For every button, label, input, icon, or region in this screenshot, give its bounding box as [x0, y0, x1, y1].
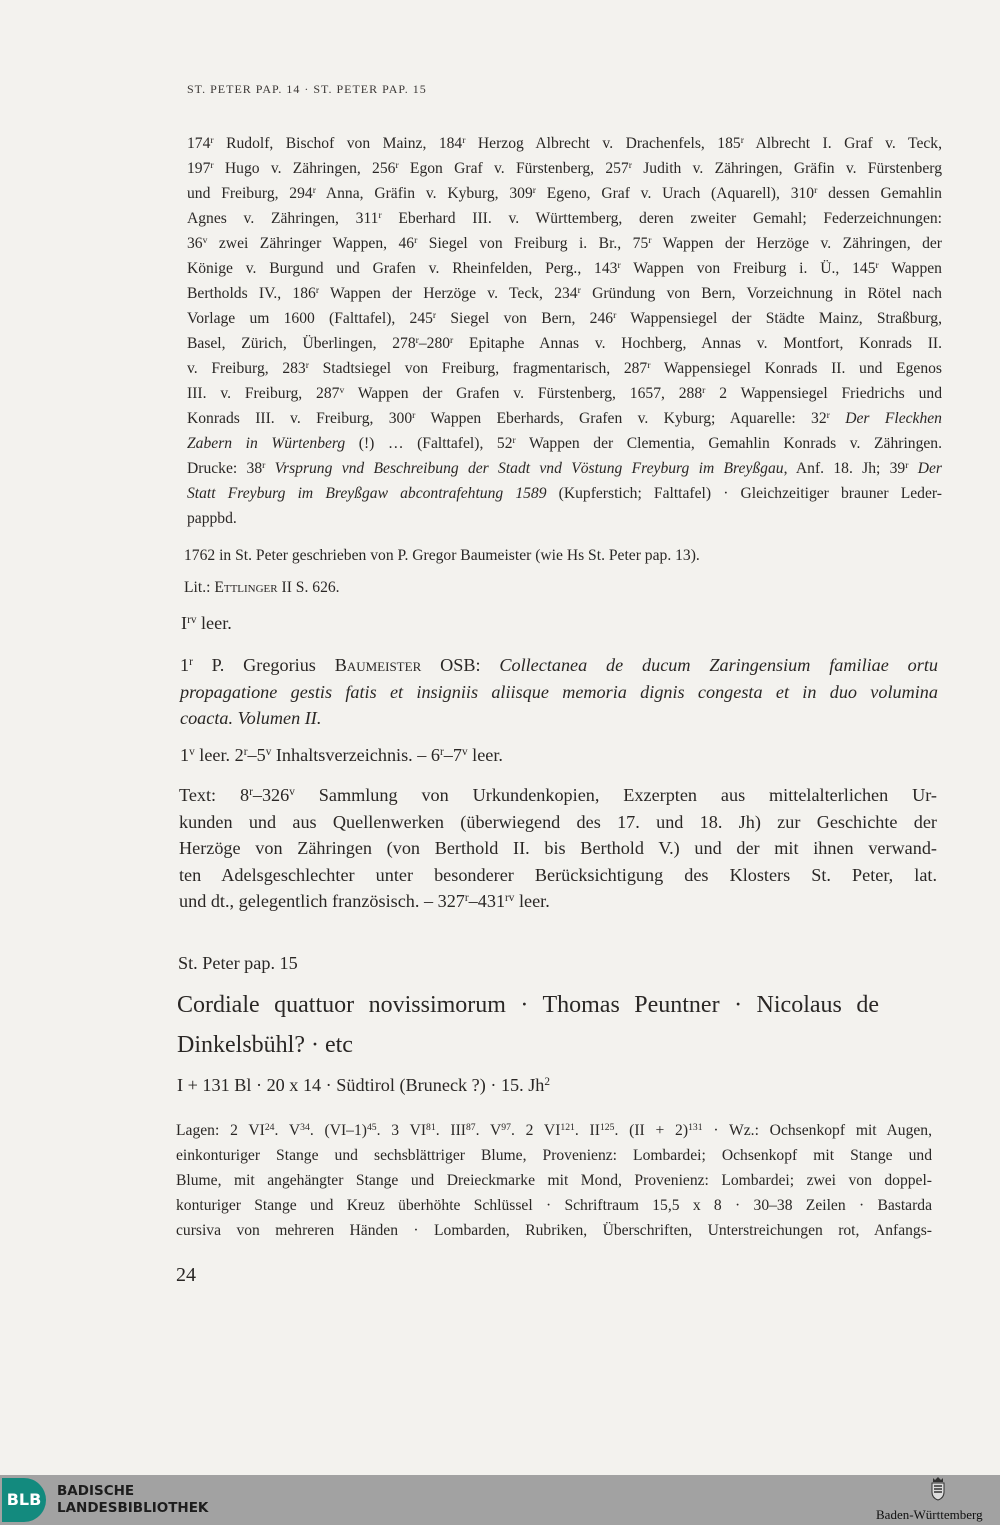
folio-superscript: 81 [426, 1122, 436, 1134]
running-head: ST. PETER PAP. 14 · ST. PETER PAP. 15 [187, 82, 427, 96]
text-line [184, 575, 939, 600]
text-run: Wappen der Herzöge v. Teck, 234 [319, 285, 578, 302]
italic-title: Collectanea de ducum Zaringensium familiae ortu [499, 655, 938, 675]
folio-superscript: r [512, 435, 516, 447]
text-line [176, 1218, 932, 1243]
library-name[interactable] [57, 1483, 208, 1517]
folio-superscript: r [905, 460, 909, 472]
italic-title: Zabern in Würtenberg [187, 435, 346, 452]
text-run: –431 [468, 891, 506, 911]
text-run: . 3 VI [376, 1122, 427, 1139]
text-run: Herzog Albrecht v. Drachenfels, 185 [465, 135, 741, 152]
coat-of-arms-icon [929, 1477, 947, 1501]
text-run: konturiger Stange und Kreuz überhöhte Schlüssel · Schriftraum 15,5 x 8 · 30–38 Zeilen · Bastarda [176, 1197, 932, 1214]
text-run: Konrads III. v. Freiburg, 300 [187, 410, 413, 427]
folio-superscript: r [249, 786, 253, 799]
text-run: . V [274, 1122, 301, 1139]
text-line [187, 331, 942, 356]
folio-superscript: r [875, 260, 879, 272]
text-run: III. v. Freiburg, 287 [187, 385, 340, 402]
text-line [187, 406, 942, 431]
text-run: 1762 in St. Peter geschrieben von P. Gregor Baumeister (wie Hs St. Peter pap. 13). [184, 547, 700, 564]
folio-superscript: rv [187, 614, 197, 627]
text-line [176, 1143, 932, 1168]
text-run: Siegel von Bern, 246 [436, 310, 614, 327]
text-run: Inhaltsverzeichnis. – 6 [271, 745, 441, 765]
text-line [187, 381, 942, 406]
text-run: Herzöge von Zähringen (von Berthold II. bis Berthold V.) und der mit ihnen verwand- [179, 838, 937, 858]
text-run: Agnes v. Zähringen, 311 [187, 210, 379, 227]
text-run: Vorlage um 1600 (Falttafel), 245 [187, 310, 433, 327]
folio-superscript: r [628, 160, 632, 172]
text-run: Wappen der Grafen v. Fürstenberg, 1657, 288 [344, 385, 703, 402]
folio-superscript: r [702, 385, 706, 397]
text-run: Egeno, Graf v. Urach (Aquarell), 310 [535, 185, 815, 202]
text-run: Hugo v. Zähringen, 256 [213, 160, 396, 177]
text-run: Wappen Eberhards, Grafen v. Kyburg; Aquarelle: 32 [415, 410, 827, 427]
folio-superscript: v [189, 746, 195, 759]
folio-superscript: r [577, 285, 581, 297]
codicology-paragraph [176, 1118, 932, 1243]
text-line [179, 862, 937, 889]
flyleaf-paragraph [181, 610, 939, 637]
text-run [830, 410, 845, 427]
text-run: Drucke: 38 [187, 460, 263, 477]
text-run: Cordiale quattuor novissimorum · Thomas Peuntner · Nicolaus de [177, 992, 879, 1018]
text-run: 174 [187, 135, 211, 152]
folio-superscript: r [532, 185, 536, 197]
text-run: Judith v. Zähringen, Gräfin v. Fürstenberg [631, 160, 942, 177]
text-line [184, 543, 939, 568]
text-run: Stadtsiegel von Freiburg, fragmentarisch, 287 [308, 360, 648, 377]
folio-superscript: 34 [300, 1122, 310, 1134]
text-run: Könige v. Burgund und Grafen v. Rheinfelden, Perg., 143 [187, 260, 618, 277]
text-run: Wappensiegel Konrads II. und Egenos [650, 360, 942, 377]
blb-logo[interactable]: BLB [2, 1478, 46, 1522]
text-run: P. Gregorius [192, 655, 335, 675]
text-run: dessen Gemahlin [817, 185, 942, 202]
text-run: Wappen von Freiburg i. Ü., 145 [620, 260, 876, 277]
folio-superscript: r [432, 310, 437, 322]
text-run: 1 [180, 655, 190, 675]
folio-superscript: v [339, 385, 345, 397]
folio-superscript: r [647, 360, 651, 372]
text-line [187, 231, 942, 256]
text-line [179, 782, 937, 809]
folio-superscript: r [210, 160, 214, 172]
text-run: leer. 2 [194, 745, 244, 765]
text-run: leer. [514, 891, 550, 911]
text-run: –5 [247, 745, 266, 765]
folio-superscript: r [312, 185, 316, 197]
text-run: ten Adelsgeschlechter unter besonderer Berücksichtigung des Klosters St. Peter, lat. [179, 864, 937, 885]
folio-superscript: r [440, 746, 444, 759]
text-run: . 2 VI [510, 1122, 561, 1139]
text-run: (!) … (Falttafel), 52 [345, 435, 513, 452]
text-line [176, 1168, 932, 1193]
library-name-line1: BADISCHE [57, 1483, 135, 1499]
text-line [187, 256, 942, 281]
folio-superscript: r [315, 285, 320, 297]
origin-paragraph [184, 543, 939, 568]
text-line [187, 481, 942, 506]
text-run: . III [435, 1122, 466, 1139]
text-run: –280 [418, 335, 451, 352]
text-run: II S. 626. [277, 579, 340, 596]
text-line [176, 1193, 932, 1218]
text-run [265, 460, 274, 477]
text-run [908, 460, 917, 477]
text-run: Epitaphe Annas v. Hochberg, Annas v. Montfort, Konrads II. [453, 335, 942, 352]
folio-superscript: r [462, 135, 466, 147]
italic-title: Der [917, 460, 943, 477]
manuscript-title [177, 985, 879, 1065]
text-run: . V [475, 1122, 502, 1139]
text-run: Wappen [878, 260, 942, 277]
folio-superscript: r [648, 235, 652, 247]
text-line [181, 610, 939, 637]
text-run: Wappen der Herzöge v. Zähringen, der [651, 235, 942, 252]
folio-superscript: r [414, 235, 418, 247]
text-run: 1 [180, 745, 190, 765]
text-run: St. Peter pap. 15 [178, 953, 298, 973]
text-line [177, 1072, 935, 1099]
text-line [187, 306, 942, 331]
literature-paragraph [184, 575, 939, 600]
text-line [180, 652, 938, 679]
text-line [179, 835, 937, 862]
text-line [180, 742, 938, 769]
folio-superscript: v [461, 746, 468, 759]
library-name-line2: LANDESBIBLIOTHEK [57, 1500, 209, 1516]
text-line [179, 809, 937, 836]
text-run: · Wz.: Ochsenkopf mit Augen, [702, 1122, 933, 1139]
text-run: 2 Wappensiegel Friedrichs und [705, 385, 942, 402]
text-run: I [181, 613, 188, 633]
text-run: Lit.: [184, 579, 215, 596]
text-run: 36 [187, 235, 203, 252]
author-name: Ettlinger [214, 579, 278, 596]
folio-superscript: r [826, 410, 830, 422]
text-run: –326 [252, 785, 290, 805]
text-run: pappbd. [187, 510, 237, 527]
text-run: . II [574, 1122, 600, 1139]
text-run: cursiva von mehreren Händen · Lombarden, Rubriken, Überschriften, Unterstreichungen rot, Anfangs- [176, 1222, 932, 1239]
folio-superscript: v [265, 746, 272, 759]
text-run: Dinkelsbühl? · etc [177, 1032, 353, 1058]
text-line [176, 1118, 932, 1143]
text-run: leer. [196, 613, 232, 633]
folio-superscript: r [305, 360, 309, 372]
italic-title: Der Fleckhen [845, 410, 942, 427]
footer-bar [0, 1475, 1000, 1525]
text-run: Wappensiegel der Städte Mainz, Straßburg, [616, 310, 943, 327]
folio-superscript: r [412, 410, 416, 422]
text-run: kunden und aus Quellenwerken (überwiegend des 17. und 18. Jh) zur Geschichte der [179, 811, 937, 832]
physical-description [177, 1072, 935, 1099]
text-line [177, 985, 879, 1025]
text-run: Bertholds IV., 186 [187, 285, 316, 302]
folio-superscript: 87 [465, 1122, 476, 1134]
folio-superscript: v [289, 786, 295, 799]
title-entry-paragraph [180, 652, 938, 732]
illustrations-paragraph [187, 131, 942, 531]
italic-title: Statt Freyburg im Breyßgaw abcontrafehtung 1589 [187, 485, 547, 502]
text-run: leer. [467, 745, 503, 765]
text-line [187, 281, 942, 306]
text-run: (Kupferstich; Falttafel) · Gleichzeitiger brauner Leder- [546, 485, 942, 502]
text-run: Egon Graf v. Fürstenberg, 257 [398, 160, 629, 177]
text-run: –7 [443, 745, 462, 765]
folio-superscript: r [415, 335, 419, 347]
text-run: . (VI–1) [309, 1122, 367, 1139]
text-line [187, 431, 942, 456]
text-run: OSB: [421, 655, 500, 675]
folio-superscript: 131 [688, 1122, 703, 1134]
text-run: I + 131 Bl · 20 x 14 · Südtirol (Bruneck ?) · 15. Jh [177, 1075, 545, 1095]
text-run: einkonturiger Stange und sechsblättriger Blume, Provenienz: Lombardei; Ochsenkopf mit Stange und [176, 1147, 932, 1164]
italic-title: propagatione gestis fatis et insigniis aliisque memoria dignis congesta et in duo volumina [180, 681, 938, 702]
shelfmark-heading [178, 950, 936, 977]
text-run: Albrecht I. Graf v. Teck, [743, 135, 942, 152]
folio-superscript: 24 [264, 1122, 275, 1134]
text-run: und dt., gelegentlich französisch. – 327 [179, 891, 465, 911]
folio-superscript: r [378, 210, 382, 222]
text-run: Lagen: 2 VI [176, 1122, 265, 1139]
folio-superscript: 97 [501, 1122, 511, 1134]
folio-superscript: r [464, 892, 469, 905]
folio-superscript: r [395, 160, 399, 172]
text-line [180, 679, 938, 706]
text-run: Gründung von Bern, Vorzeichnung in Rötel nach [580, 285, 942, 302]
text-run: Blume, mit angehängter Stange und Dreieckmarke mit Mond, Provenienz: Lombardei; zwei von doppel- [176, 1172, 932, 1189]
text-run: Basel, Zürich, Überlingen, 278 [187, 335, 416, 352]
contents-paragraph [180, 742, 938, 769]
text-run: Sammlung von Urkundenkopien, Exzerpten aus mittelalterlichen Ur- [294, 785, 937, 805]
author-name: Baumeister [334, 655, 422, 675]
folio-superscript: r [243, 746, 248, 759]
text-run: Eberhard III. v. Württemberg, deren zweiter Gemahl; Federzeichnungen: [381, 210, 942, 227]
folio-superscript: r [814, 185, 818, 197]
folio-superscript: r [740, 135, 744, 147]
text-line [178, 950, 936, 977]
folio-superscript: v [202, 235, 208, 247]
text-line [179, 888, 937, 915]
folio-superscript: r [450, 335, 454, 347]
folio-superscript: r [617, 260, 621, 272]
text-run: , Anf. 18. Jh; 39 [783, 460, 906, 477]
folio-superscript: 125 [599, 1122, 615, 1134]
text-line [187, 506, 942, 531]
folio-superscript: r [189, 656, 193, 669]
folio-superscript: r [262, 460, 266, 472]
text-run: v. Freiburg, 283 [187, 360, 306, 377]
text-line [187, 206, 942, 231]
text-run: Siegel von Freiburg i. Br., 75 [417, 235, 649, 252]
text-run: zwei Zähringer Wappen, 46 [207, 235, 415, 252]
folio-superscript: 45 [366, 1122, 377, 1134]
page-number: 24 [176, 1264, 196, 1286]
text-line [177, 1025, 879, 1065]
text-line [187, 456, 942, 481]
text-line [187, 131, 942, 156]
folio-superscript: r [210, 135, 214, 147]
text-line [187, 156, 942, 181]
text-line [187, 181, 942, 206]
text-run: 197 [187, 160, 211, 177]
italic-title: coacta. Volumen II. [180, 708, 322, 728]
text-run: Rudolf, Bischof von Mainz, 184 [213, 135, 463, 152]
text-paragraph [179, 782, 937, 915]
text-line [180, 705, 938, 732]
folio-superscript: 121 [560, 1122, 575, 1134]
text-run: und Freiburg, 294 [187, 185, 313, 202]
folio-superscript: rv [505, 892, 515, 905]
folio-superscript: r [613, 310, 617, 322]
italic-title: Vrsprung vnd Beschreibung der Stadt vnd Vöstung Freyburg im Breyßgau [274, 460, 784, 477]
text-run: Text: 8 [179, 785, 250, 805]
state-name: Baden-Württemberg [876, 1507, 983, 1522]
text-run: . (II + 2) [614, 1122, 689, 1139]
text-line [187, 356, 942, 381]
text-run: Wappen der Clementia, Gemahlin Konrads v. Zähringen. [515, 435, 942, 452]
folio-superscript: 2 [544, 1076, 551, 1089]
text-run: Anna, Gräfin v. Kyburg, 309 [315, 185, 533, 202]
